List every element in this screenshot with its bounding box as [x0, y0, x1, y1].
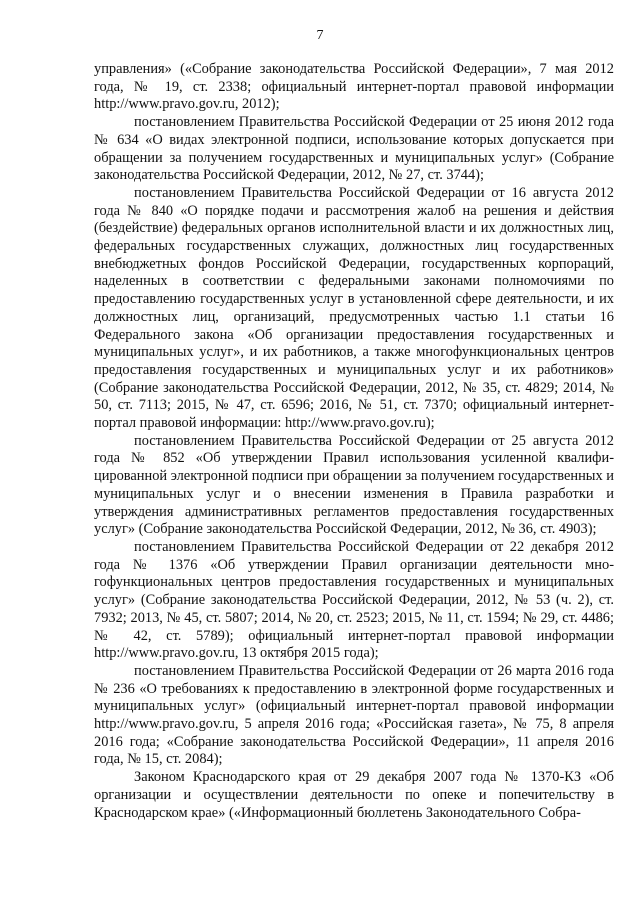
- paragraph-decree-840: постановлением Правительства Российской Федерации от 16 августа 2012 года № 840 «О порядке подачи и рассмотрения жалоб на решения и действия (бездействие) федеральных органов исполнительной власти и их должностных лиц, федеральных государственных служащих, должностных лиц государственных внебюджетных фондов Российской Федерации, государственных корпораций, наделенных в соответствии с федеральными законами полномочиями по предоставлению государственных услуг в установленной сфере деятельности, и их должностных лиц, организаций, предусмотренных частью 1.1 статьи 16 Федерального закона «Об организации предоставления государственных и муниципальных услуг», и их работников, а также многофункциональных центров предоставления государственных и муниципальных услуг и их работников» (Собрание законодательства Российской Федерации, 2012, № 35, ст. 4829; 2014, № 50, ст. 7113; 2015, № 47, ст. 6596; 2016, № 51, ст. 7370; официальный интернет-портал правовой информации: http://www.pravo.gov.ru);: [94, 184, 614, 432]
- document-body: [94, 61, 614, 822]
- paragraph-decree-852: постановлением Правительства Российской Федерации от 25 августа 2012 года № 852 «Об утверждении Правил использования усиленной квалифицированной электронной подписи при обращении за получением государственных и муниципальных услуг и о внесении изменения в Правила разработки и утверждения административных регламентов предоставления государственных услуг» (Собрание законодательства Российской Федерации, 2012, № 36, ст. 4903);: [94, 432, 614, 538]
- paragraph-decree-236: постановлением Правительства Российской Федерации от 26 марта 2016 года № 236 «О требованиях к предоставлению в электронной форме государственных и муниципальных услуг» (официальный интернет-портал правовой информации http://www.pravo.gov.ru, 5 апреля 2016 года; «Российская газета», № 75, 8 апреля 2016 года; «Собрание законодательства Российской Федерации», 11 апреля 2016 года, № 15, ст. 2084);: [94, 662, 614, 768]
- paragraph-continuation: управления» («Собрание законодательства Российской Федерации», 7 мая 2012 года, № 19, ст. 2338; официальный интернет-портал правовой информации http://www.pravo.gov.ru, 2012);: [94, 61, 614, 113]
- paragraph-decree-634: постановлением Правительства Российской Федерации от 25 июня 2012 года № 634 «О видах электронной подписи, использование которых допускается при обращении за получением государственных и муниципальных услуг» (Собрание законодательства Российской Федерации, 2012, № 27, ст. 3744);: [94, 114, 614, 184]
- paragraph-law-1370-kz: Законом Краснодарского края от 29 декабря 2007 года № 1370-КЗ «Об организации и осуществлении деятельности по опеке и попечительству в Краснодарском крае» («Информационный бюллетень Законодательного Собра-: [94, 769, 614, 821]
- paragraph-decree-1376: постановлением Правительства Российской Федерации от 22 декабря 2012 года № 1376 «Об утверждении Правил организации деятельности многофункциональных центров предоставления государственных и муниципальных услуг» (Собрание законодательства Российской Федерации, 2012, № 53 (ч. 2), ст. 7932; 2013, № 45, ст. 5807; 2014, № 20, ст. 2523; 2015, № 11, ст. 1594; № 29, ст. 4486; № 42, ст. 5789); официальный интернет-портал правовой информации http://www.pravo.gov.ru, 13 октября 2015 года);: [94, 538, 614, 662]
- page-number: 7: [316, 28, 324, 43]
